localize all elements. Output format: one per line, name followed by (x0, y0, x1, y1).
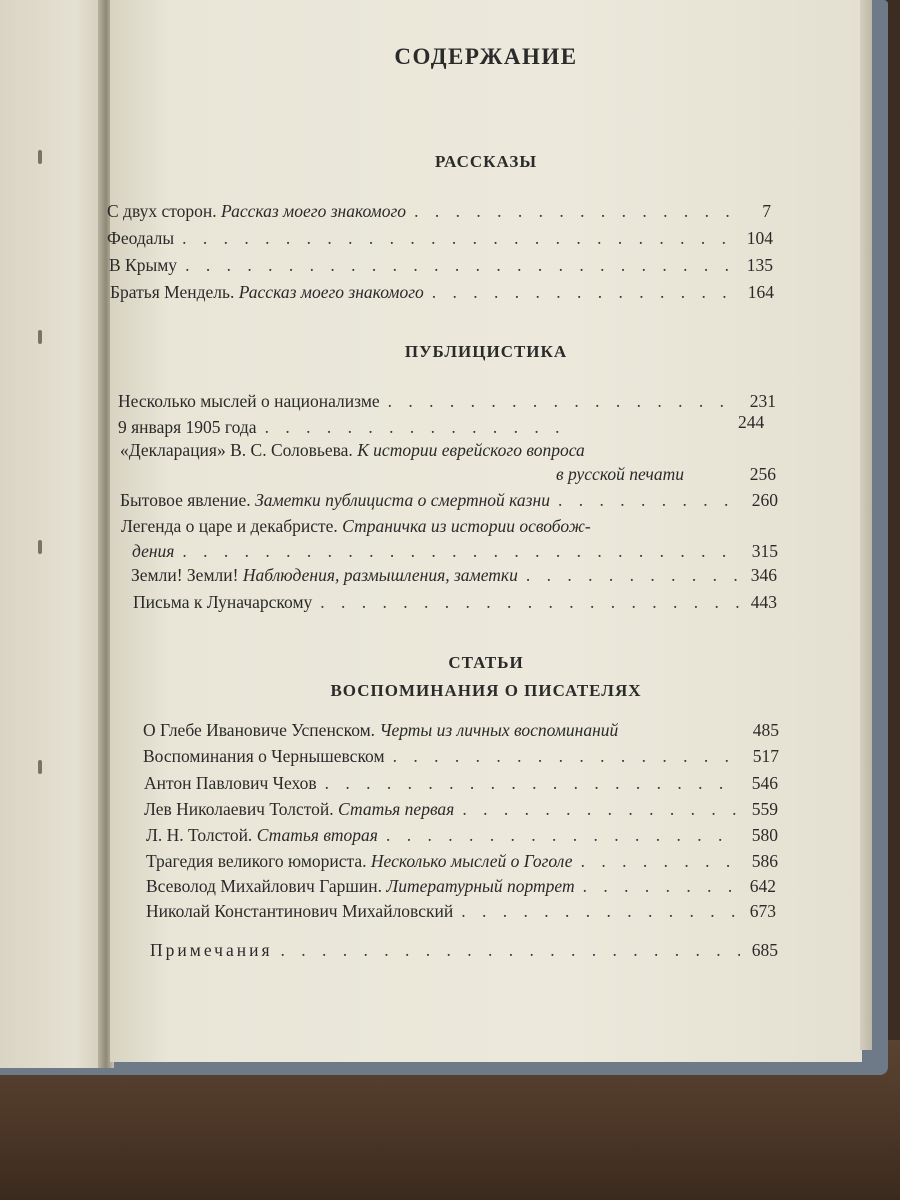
entry-title: «Декларация» В. С. Соловьева. (120, 440, 353, 460)
leader-dots (182, 228, 735, 249)
section-title-stories: РАССКАЗЫ (434, 152, 538, 171)
entry-page: 7 (762, 201, 771, 221)
entry-title: Воспоминания о Чернышевском (143, 746, 385, 766)
section-subtitle-memoirs: ВОСПОМИНАНИЯ О ПИСАТЕЛЯХ (330, 681, 642, 700)
leader-dots (432, 282, 736, 303)
binding-stitch (38, 150, 42, 164)
entry-title: Антон Павлович Чехов (144, 773, 317, 793)
entry-page: 685 (751, 940, 778, 960)
toc-entry-notes[interactable] (150, 940, 778, 961)
entry-page: 642 (749, 876, 776, 896)
entry-page: 260 (751, 490, 778, 510)
leader-dots (526, 565, 739, 586)
toc-entry-continuation[interactable] (132, 541, 778, 562)
toc-entry[interactable] (146, 901, 776, 922)
entry-page: 315 (751, 541, 778, 561)
leader-dots (320, 592, 739, 613)
left-page (0, 0, 108, 1068)
leader-dots (388, 391, 738, 412)
leader-dots (265, 417, 570, 438)
entry-page: 346 (750, 565, 777, 585)
entry-page: 256 (749, 464, 776, 484)
leader-dots (461, 901, 738, 922)
section-title-publicism: ПУБЛИЦИСТИКА (404, 342, 568, 361)
entry-subtitle: Наблюдения, размышления, заметки (242, 565, 518, 585)
entry-title: С двух сторон. (107, 201, 217, 221)
entry-page: 673 (749, 901, 776, 921)
entry-title: Несколько мыслей о национализме (118, 391, 380, 411)
entry-page: 135 (746, 255, 773, 275)
toc-entry-continuation[interactable] (120, 464, 776, 485)
toc-entry[interactable] (146, 825, 778, 846)
entry-title: Феодалы (107, 228, 175, 248)
toc-entry[interactable] (120, 490, 778, 511)
entry-title: Всеволод Михайлович Гаршин. (146, 876, 382, 896)
entry-title: Бытовое явление. (120, 490, 251, 510)
entry-subtitle: Заметки публициста о смертной казни (255, 490, 550, 510)
entry-subtitle: Статья первая (338, 799, 455, 819)
entry-title: 9 января 1905 года (118, 417, 257, 437)
leader-dots (414, 201, 733, 222)
toc-entry[interactable] (144, 773, 778, 794)
entry-title: Примечания (150, 940, 273, 960)
toc-entry[interactable] (120, 440, 720, 461)
entry-title: Легенда о царе и декабристе. (121, 516, 338, 536)
entry-title: Трагедия великого юмориста. (146, 851, 367, 871)
entry-title: Земли! Земли! (131, 565, 239, 585)
entry-page: 580 (751, 825, 778, 845)
binding-stitch (38, 760, 42, 774)
entry-subtitle: Статья вторая (256, 825, 378, 845)
section-title-articles: СТАТЬИ (448, 653, 524, 672)
page-title: СОДЕРЖАНИЕ (394, 44, 578, 69)
toc-entry[interactable] (118, 417, 578, 438)
entry-subtitle: Литературный портрет (386, 876, 575, 896)
entry-title: О Глебе Ивановиче Успенском. (143, 720, 376, 740)
entry-subtitle: Черты из личных воспоминаний (379, 720, 619, 740)
entry-page: 586 (751, 851, 778, 871)
entry-page: 164 (747, 282, 774, 302)
entry-title: Лев Николаевич Толстой. (144, 799, 334, 819)
leader-dots (281, 940, 740, 961)
toc-entry[interactable] (143, 746, 779, 767)
binding-stitch (38, 540, 42, 554)
leader-dots (583, 876, 738, 897)
toc-entry[interactable] (146, 851, 778, 872)
leader-dots (386, 825, 740, 846)
entry-page: 244 (738, 412, 765, 432)
entry-subtitle: Несколько мыслей о Гоголе (370, 851, 573, 871)
entry-page: 559 (751, 799, 778, 819)
toc-entry[interactable] (107, 228, 773, 249)
toc-entry[interactable] (133, 592, 777, 613)
entry-title: Письма к Луначарскому (133, 592, 313, 612)
entry-page: 443 (750, 592, 777, 612)
toc-entry[interactable] (121, 516, 721, 537)
leader-dots (393, 746, 741, 767)
entry-continuation: в русской печати (556, 464, 684, 484)
leader-dots (558, 490, 740, 511)
toc-entry[interactable] (144, 799, 778, 820)
entry-title: Николай Константинович Михайловский (146, 901, 454, 921)
toc-entry[interactable] (146, 876, 776, 897)
entry-page: 485 (752, 720, 779, 740)
toc-entry[interactable] (110, 282, 774, 303)
entry-continuation: дения (132, 541, 175, 561)
toc-entry[interactable] (143, 720, 779, 741)
leader-dots (182, 541, 740, 562)
toc-entry[interactable] (118, 391, 776, 412)
entry-subtitle: Рассказ моего знакомого (221, 201, 407, 221)
entry-page: 517 (752, 746, 779, 766)
entry-page: 104 (746, 228, 773, 248)
entry-title: Братья Мендель. (110, 282, 235, 302)
entry-subtitle: Страничка из истории освобож- (342, 516, 591, 536)
leader-dots (325, 773, 740, 794)
leader-dots (462, 799, 740, 820)
leader-dots (581, 851, 740, 872)
entry-subtitle: К истории еврейского вопроса (357, 440, 585, 460)
entry-page: 546 (751, 773, 778, 793)
entry-title: В Крыму (109, 255, 178, 275)
toc-entry[interactable] (131, 565, 777, 586)
binding-stitch (38, 330, 42, 344)
toc-entry[interactable] (109, 255, 773, 276)
entry-subtitle: Рассказ моего знакомого (238, 282, 424, 302)
entry-title: Л. Н. Толстой. (146, 825, 253, 845)
entry-page: 231 (749, 391, 776, 411)
leader-dots (185, 255, 735, 276)
toc-entry[interactable] (107, 201, 771, 222)
